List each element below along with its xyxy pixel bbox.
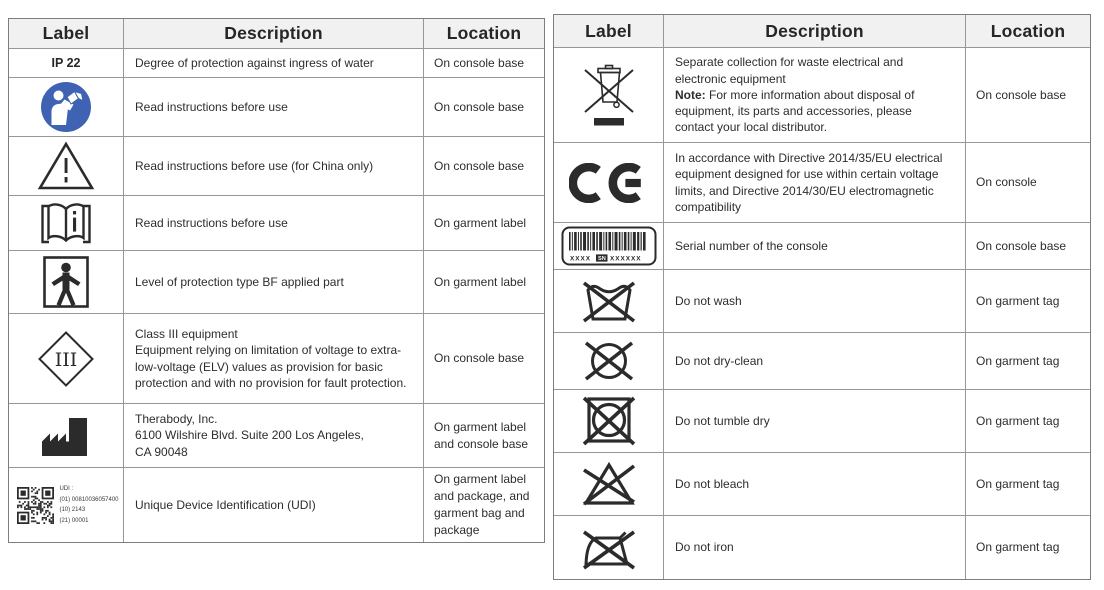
description-cell [664, 333, 966, 390]
location-cell [966, 453, 1090, 516]
description-text: Unique Device Identification (UDI) [135, 497, 316, 512]
label-cell [9, 404, 124, 468]
description-text: Do not tumble dry [675, 413, 770, 428]
udi-caption [59, 484, 118, 526]
labels-table-right [553, 14, 1091, 580]
description-cell [664, 48, 966, 143]
class-iii-equipment-icon [37, 330, 95, 388]
location-cell [424, 468, 544, 542]
column-header-description: Description [664, 15, 966, 48]
location-cell [966, 143, 1090, 223]
label-text: IP 22 [51, 56, 81, 70]
description-text: Serial number of the console [675, 238, 828, 253]
location-cell [424, 137, 544, 196]
description-cell [124, 78, 424, 137]
label-cell [554, 453, 664, 516]
do-not-tumble-dry-icon [581, 395, 637, 447]
label-cell [554, 390, 664, 453]
location-text: On garment tag [976, 293, 1060, 308]
labels-table-left [8, 18, 545, 543]
description-text: Do not bleach [675, 476, 750, 491]
description-cell [664, 270, 966, 333]
weee-crossed-bin-icon [581, 62, 637, 128]
description-text: Level of protection type BF applied part [135, 274, 344, 289]
svg-text:III: III [54, 348, 78, 371]
warning-triangle-icon [37, 141, 95, 191]
location-cell [966, 48, 1090, 143]
read-instructions-mandatory-icon [40, 81, 92, 133]
location-cell [966, 223, 1090, 270]
description-cell [664, 453, 966, 516]
location-text: On garment tag [976, 476, 1060, 491]
location-text: On console [976, 175, 1037, 190]
location-text: On garment tag [976, 413, 1060, 428]
do-not-wash-icon [580, 277, 638, 325]
location-text: On garment label [434, 274, 527, 289]
description-cell [124, 314, 424, 404]
description-text: Therabody, Inc. [135, 412, 218, 427]
description-text: Read instructions before use (for China only) [135, 158, 374, 173]
column-header-location: Location [966, 15, 1090, 48]
label-cell [554, 333, 664, 390]
consult-instructions-book-icon [38, 199, 94, 247]
udi-label-group [13, 484, 118, 526]
label-cell [9, 78, 124, 137]
location-cell [424, 196, 544, 251]
location-text: On console base [434, 99, 525, 114]
description-text: Do not wash [675, 293, 742, 308]
description-text: Do not dry-clean [675, 353, 764, 368]
label-cell [554, 48, 664, 143]
location-cell [966, 270, 1090, 333]
label-cell [9, 49, 124, 78]
column-header-label: Label [9, 19, 124, 49]
location-text: On console base [434, 158, 525, 173]
location-text: On console base [434, 351, 525, 366]
label-cell [9, 251, 124, 314]
description-text: Class III equipment [135, 326, 238, 341]
description-text-segment: For more information about disposal of equipment, its parts and accessories, please contact your local distributor. [675, 87, 915, 135]
type-bf-applied-part-icon [43, 256, 89, 308]
svg-text:XXXX: XXXX [569, 255, 591, 263]
location-cell [424, 404, 544, 468]
label-cell [554, 516, 664, 579]
description-bold-text: Note: [675, 87, 706, 102]
location-text: On garment label and package, and garment bag and package [434, 472, 530, 537]
description-text: Degree of protection against ingress of water [135, 55, 374, 70]
label-cell [9, 196, 124, 251]
location-cell [424, 314, 544, 404]
location-text: On console base [976, 87, 1067, 102]
label-cell [9, 314, 124, 404]
description-text: CA 90048 [135, 444, 188, 459]
label-cell [554, 143, 664, 223]
description-text [675, 87, 953, 136]
location-cell [424, 251, 544, 314]
udi-qr-code-icon [17, 487, 54, 524]
description-text: 6100 Wilshire Blvd. Suite 200 Los Angeles, [135, 428, 364, 443]
do-not-bleach-icon [580, 460, 638, 508]
do-not-dry-clean-icon [580, 337, 638, 385]
location-cell [424, 78, 544, 137]
description-text: Separate collection for waste electrical and electronic equipment [675, 55, 904, 86]
svg-text:SN: SN [597, 256, 606, 263]
udi-caption-line: UDI : [59, 486, 74, 492]
description-text: Equipment relying on limitation of voltage to extra-low-voltage (ELV) values as provision for basic protection and with no provision for fault protection. [135, 343, 407, 390]
description-cell [124, 404, 424, 468]
location-text: On garment label and console base [434, 419, 529, 451]
description-text: Do not iron [675, 540, 734, 555]
udi-caption-line: (01) 00810036057400 [59, 496, 119, 503]
description-cell [124, 137, 424, 196]
do-not-iron-icon [580, 524, 638, 572]
manufacturer-icon [37, 413, 95, 459]
location-text: On garment label [434, 215, 527, 230]
udi-caption-line: (21) 00001 [59, 517, 89, 524]
label-cell [554, 223, 664, 270]
description-text: Read instructions before use [135, 215, 288, 230]
label-cell [9, 468, 124, 542]
description-cell [124, 49, 424, 78]
location-text: On console base [434, 55, 525, 70]
description-cell [124, 196, 424, 251]
description-cell [664, 516, 966, 579]
location-cell [966, 516, 1090, 579]
description-cell [664, 223, 966, 270]
description-cell [124, 468, 424, 542]
label-cell [9, 137, 124, 196]
location-text: On garment tag [976, 353, 1060, 368]
column-header-description: Description [124, 19, 424, 49]
location-text: On garment tag [976, 540, 1060, 555]
description-cell [664, 390, 966, 453]
location-text: On console base [976, 238, 1067, 253]
location-cell [424, 49, 544, 78]
label-cell [554, 270, 664, 333]
udi-caption-line: (10) 2143 [59, 507, 86, 513]
location-cell [966, 333, 1090, 390]
location-cell [966, 390, 1090, 453]
svg-text:XXXXXX: XXXXXX [609, 255, 642, 263]
serial-number-barcode-icon [561, 226, 657, 266]
description-text: In accordance with Directive 2014/35/EU electrical equipment designed for use within certain voltage limits, and Directive 2014/30/EU electromagnetic compatibility [675, 150, 943, 214]
description-cell [664, 143, 966, 223]
ce-mark-icon [569, 163, 649, 203]
column-header-label: Label [554, 15, 664, 48]
description-cell [124, 251, 424, 314]
column-header-location: Location [424, 19, 544, 49]
description-text: Read instructions before use [135, 99, 288, 114]
